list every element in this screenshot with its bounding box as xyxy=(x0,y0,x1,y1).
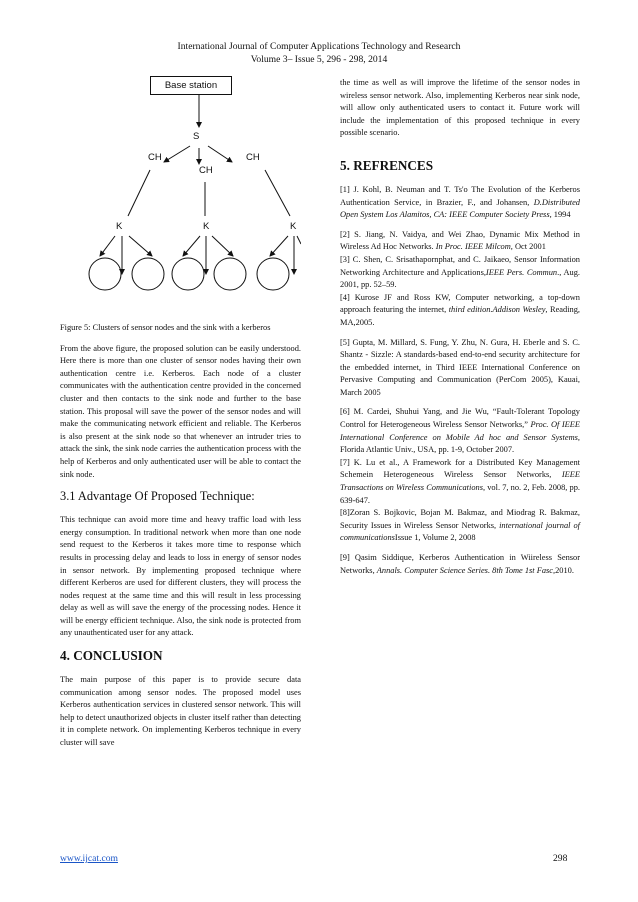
k-right-node-link-1 xyxy=(270,236,288,256)
journal-volume: Volume 3– Issue 5, 296 - 298, 2014 xyxy=(250,54,388,65)
reference-item: [2] S. Jiang, N. Vaidya, and Wei Zhao, Dynamic Mix Method in Wireless Ad Hoc Networks. In Proc. IEEE Milcom, Oct 2001 xyxy=(340,229,580,252)
sink-to-ch-right-link xyxy=(208,146,232,162)
sensor-node-2 xyxy=(132,258,164,290)
subsection-heading: 3.1 Advantage Of Proposed Technique: xyxy=(60,489,255,504)
k-mid-node-link-3 xyxy=(212,236,233,256)
body-paragraph-2: This technique can avoid more time and heavy traffic load with less energy consumption. In traditional network when more than one node send request to the Kerberos it takes more time to response which results in processing delay and leads to loss in energy of sensor nodes in sensor network. By implementing proposed technique where different Kerberos are used for different clusters, they will process the nodes request at the same time and this will result in less processing delay as well as will save the energy of the processing nodes. Hence it will be energy efficient technique. Also, the sink node is protected from any unauthenticated user for any attack. xyxy=(60,515,301,638)
sink-label: S xyxy=(193,131,200,142)
ch-right-to-k-link xyxy=(265,170,290,216)
reference-item: [8]Zoran S. Bojkovic, Bojan M. Bakmaz, and Miodrag R. Bakmaz, Security Issues in Wireless Sensor Networks, international journal of communicationsIssue 1, Volume 2, 2008 xyxy=(340,508,580,543)
sensor-node-4 xyxy=(214,258,246,290)
reference-item: [4] Kurose JF and Ross KW, Computer networking, a top-down approach featuring the internet, third edition.Addison Wesley, Reading, MA,2005. xyxy=(340,292,580,327)
sensor-node-1 xyxy=(89,258,121,290)
journal-url-link[interactable]: www.ijcat.com xyxy=(60,853,118,864)
figure-caption: Figure 5: Clusters of sensor nodes and the sink with a kerberos xyxy=(60,323,271,332)
k-left-node-link-1 xyxy=(100,236,115,256)
cluster-head-label-2: CH xyxy=(199,165,213,176)
kerberos-label-3: K xyxy=(290,221,297,232)
k-mid-node-link-1 xyxy=(183,236,200,256)
cluster-figure xyxy=(60,64,301,314)
reference-item: [7] K. Lu et al., A Framework for a Distributed Key Management Schemein Heterogeneous Wireless Sensor Networks, IEEE Transactions on Wireless Communications, vol. 7, no. 2, Feb. 2008, pp. 639-647. xyxy=(340,457,581,505)
reference-item: [6] M. Cardei, Shuhui Yang, and Jie Wu, “Fault-Tolerant Topology Control for Heterogeneous Wireless Sensor Networks,” Proc. Of IEEE International Conference on Mobile Ad hoc and Sensor Systems, Florida Atlantic Univ., USA, pp. 1-9, October 2007. xyxy=(340,407,581,455)
sink-to-ch-left-link xyxy=(164,146,190,162)
journal-title: International Journal of Computer Applications Technology and Research xyxy=(177,41,461,52)
kerberos-label-1: K xyxy=(116,221,123,232)
body-paragraph-1: From the above figure, the proposed solution can be easily understood. Here there is more than one cluster of sensor nodes having their own authentication centre i.e. Kerberos. Each node of a cluster communicates with the authentication centre provided in the concerned cluster and then contacts to the sink node and further to the base station. This proposal will save the power of the sensor nodes and will make the communicating network efficient and reliable. The Kerberos is also present at the sink node so that whenever an intruder tries to attack the sink, the sink node carries the authentication process with the help of Kerberos and only authenticated user will be able to contact the sink node. xyxy=(60,343,301,479)
left-column xyxy=(60,64,301,758)
ch-left-to-k-link xyxy=(128,170,150,216)
cluster-head-label-3: CH xyxy=(246,152,260,163)
base-station-box: Base station xyxy=(150,76,232,95)
journal-header xyxy=(0,40,638,66)
k-left-node-link-3 xyxy=(129,236,152,256)
k-right-node-link-3 xyxy=(297,236,301,244)
body-paragraph-3: The main purpose of this paper is to provide secure data communication among sensor nodes. The proposed model uses Kerberos authentication services in clustered sensor network. This will help to detect unauthorized objects in cluster itself rather than detecting it in complete network. On implementing Kerberos technique in every cluster will save xyxy=(60,675,301,748)
conclusion-continued: the time as well as will improve the lifetime of the sensor nodes in wireless sensor network. Also, implementing Kerberos near sink node, will allow only authenticated users to contact it. Future work will include the implementation of this proposed technique in every possible scenario. xyxy=(340,78,580,138)
cluster-head-label-1: CH xyxy=(148,152,162,163)
conclusion-heading: 4. CONCLUSION xyxy=(60,648,163,664)
cluster-diagram xyxy=(60,64,301,314)
references-heading: 5. REFRENCES xyxy=(340,157,434,173)
reference-item: [5] Gupta, M. Millard, S. Fung, Y. Zhu, N. Gura, H. Eberle and S. C. Shantz - Sizzle: A standards-based end-to-end security architecture for the embedded internet, in Third IEEE International Conference on Pervasive Computing and Communication (PerCom 2005), Kauai, March 2005 xyxy=(340,337,580,397)
reference-item: [3] C. Shen, C. Srisathapornphat, and C. Jaikaeo, Sensor Information Networking Architecture and Applications,IEEE Pers. Commun., Aug. 2001, pp. 52–59. xyxy=(340,254,581,290)
sensor-node-5 xyxy=(257,258,289,290)
reference-item: [9] Qasim Siddique, Kerberos Authentication in Wiireless Sensor Networks, Annals. Computer Science Series. 8th Tome 1st Fasc,2010. xyxy=(340,553,580,575)
page-number: 298 xyxy=(553,853,568,864)
sensor-node-3 xyxy=(172,258,204,290)
reference-item: [1] J. Kohl, B. Neuman and T. Ts'o The Evolution of the Kerberos Authentication Service, in Brazier, F., and Johansen, D.Distributed Open System Los Alamitos, CA: IEEE Computer Society Press, 1994 xyxy=(340,184,580,220)
right-column xyxy=(340,77,580,584)
kerberos-label-2: K xyxy=(203,221,210,232)
